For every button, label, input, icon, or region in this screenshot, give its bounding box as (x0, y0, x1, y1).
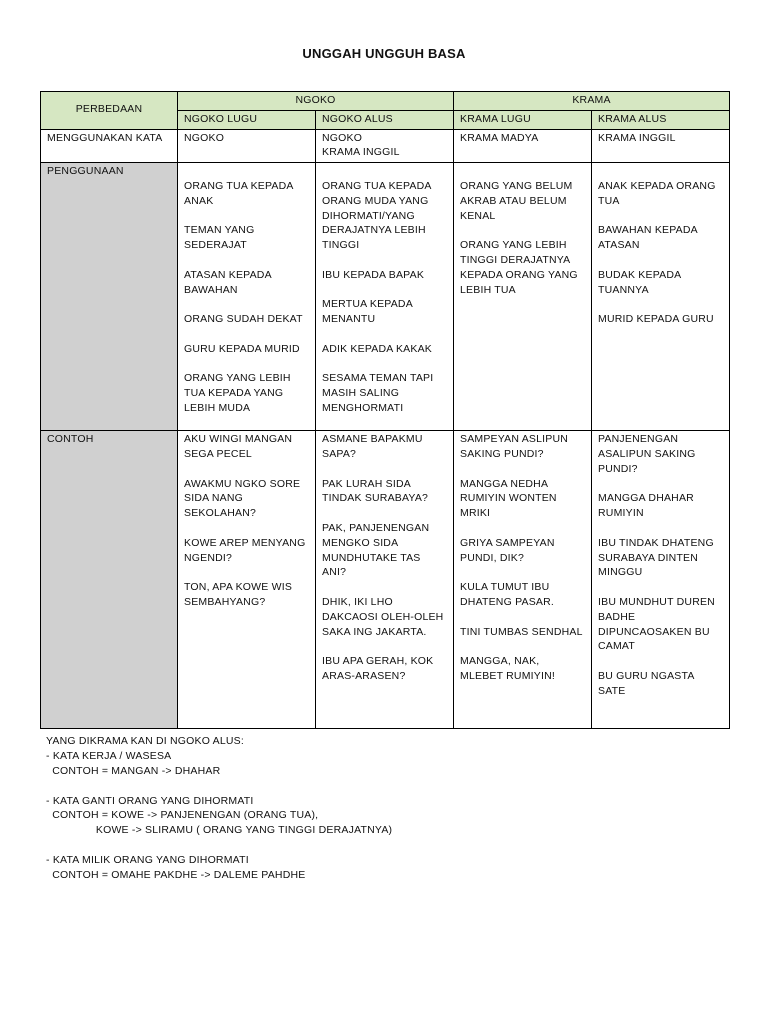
header-group-krama: KRAMA (454, 92, 730, 111)
notes-line: - KATA KERJA / WASESA (46, 749, 172, 762)
cell-penggunaan-ngoko-lugu: ORANG TUA KEPADA ANAK TEMAN YANG SEDERAJAT ATASAN KEPADA BAWAHAN ORANG SUDAH DEKAT GURU KEPADA MURID ORANG YANG LEBIH TUA KEPADA YANG LEBIH MUDA (178, 163, 316, 431)
cell-penggunaan-ngoko-alus: ORANG TUA KEPADA ORANG MUDA YANG DIHORMATI/YANG DERAJATNYA LEBIH TINGGI IBU KEPADA BAPAK MERTUA KEPADA MENANTU ADIK KEPADA KAKAK SESAMA TEMAN TAPI MASIH SALING MENGHORMATI (316, 163, 454, 431)
notes-section (46, 734, 726, 883)
header-group-ngoko: NGOKO (178, 92, 454, 111)
notes-line: CONTOH = OMAHE PAKDHE -> DALEME PAHDHE (46, 869, 306, 882)
cell-menggunakan-krama-lugu: KRAMA MADYA (454, 129, 592, 163)
cell-contoh-ngoko-lugu: AKU WINGI MANGAN SEGA PECEL AWAKMU NGKO SORE SIDA NANG SEKOLAHAN? KOWE AREP MENYANG NGENDI? TON, APA KOWE WIS SEMBAHYANG? (178, 431, 316, 729)
row-label-contoh: CONTOH (41, 431, 178, 729)
notes-line: - KATA MILIK ORANG YANG DIHORMATI (46, 854, 249, 867)
cell-menggunakan-ngoko-lugu: NGOKO (178, 129, 316, 163)
notes-line (46, 779, 726, 794)
header-ngoko-alus: NGOKO ALUS (316, 110, 454, 129)
header-ngoko-lugu: NGOKO LUGU (178, 110, 316, 129)
document-title: UNGGAH UNGGUH BASA (302, 46, 466, 61)
row-label-menggunakan: MENGGUNAKAN KATA (41, 129, 178, 163)
header-perbedaan: PERBEDAAN (41, 92, 178, 130)
cell-contoh-krama-lugu: SAMPEYAN ASLIPUN SAKING PUNDI? MANGGA NEDHA RUMIYIN WONTEN MRIKI GRIYA SAMPEYAN PUNDI, DIK? KULA TUMUT IBU DHATENG PASAR. TINI TUMBAS SENDHAL MANGGA, NAK, MLEBET RUMIYIN! (454, 431, 592, 729)
cell-contoh-ngoko-alus: ASMANE BAPAKMU SAPA? PAK LURAH SIDA TINDAK SURABAYA? PAK, PANJENENGAN MENGKO SIDA MUNDHUTAKE TAS ANI? DHIK, IKI LHO DAKCAOSI OLEH-OLEH SAKA ING JAKARTA. IBU APA GERAH, KOK ARAS-ARASEN? (316, 431, 454, 729)
row-label-penggunaan: PENGGUNAAN (41, 163, 178, 431)
notes-line: CONTOH = MANGAN -> DHAHAR (46, 764, 221, 777)
header-krama-lugu: KRAMA LUGU (454, 110, 592, 129)
notes-line (46, 838, 726, 853)
cell-menggunakan-ngoko-alus: NGOKO KRAMA INGGIL (316, 129, 454, 163)
header-krama-alus: KRAMA ALUS (592, 110, 730, 129)
notes-line: CONTOH = KOWE -> PANJENENGAN (ORANG TUA), (46, 809, 319, 822)
cell-penggunaan-krama-alus: ANAK KEPADA ORANG TUA BAWAHAN KEPADA ATASAN BUDAK KEPADA TUANNYA MURID KEPADA GURU (592, 163, 730, 431)
row-contoh (41, 431, 730, 729)
notes-line: - KATA GANTI ORANG YANG DIHORMATI (46, 794, 254, 807)
notes-line: KOWE -> SLIRAMU ( ORANG YANG TINGGI DERAJATNYA) (46, 824, 393, 837)
row-menggunakan-kata (41, 129, 730, 163)
notes-line: YANG DIKRAMA KAN DI NGOKO ALUS: (46, 735, 244, 747)
header-row-groups (41, 92, 730, 111)
cell-menggunakan-krama-alus: KRAMA INGGIL (592, 129, 730, 163)
cell-penggunaan-krama-lugu: ORANG YANG BELUM AKRAB ATAU BELUM KENAL ORANG YANG LEBIH TINGGI DERAJATNYA KEPADA ORANG YANG LEBIH TUA (454, 163, 592, 431)
unggah-ungguh-table (40, 91, 730, 729)
row-penggunaan (41, 163, 730, 431)
cell-contoh-krama-alus: PANJENENGAN ASALIPUN SAKING PUNDI? MANGGA DHAHAR RUMIYIN IBU TINDAK DHATENG SURABAYA DINTEN MINGGU IBU MUNDHUT DUREN BADHE DIPUNCAOSAKEN BU CAMAT BU GURU NGASTA SATE (592, 431, 730, 729)
